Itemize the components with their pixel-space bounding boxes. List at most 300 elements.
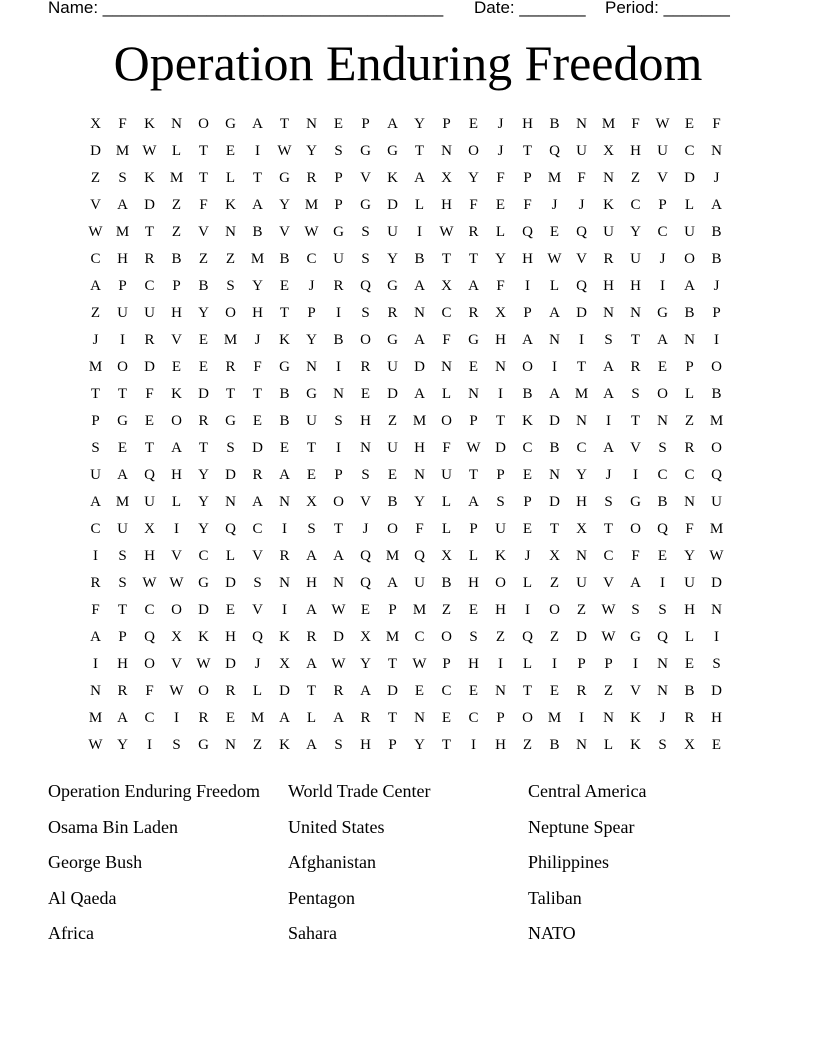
grid-letter[interactable]: E [468, 602, 479, 618]
grid-letter[interactable]: N [603, 170, 614, 186]
grid-letter[interactable]: Y [684, 548, 695, 564]
grid-letter[interactable]: X [90, 116, 101, 132]
grid-letter[interactable]: N [657, 656, 668, 672]
grid-letter[interactable]: G [630, 494, 641, 510]
grid-letter[interactable]: R [279, 548, 290, 564]
grid-letter[interactable]: T [144, 440, 155, 456]
grid-letter[interactable]: Y [360, 656, 371, 672]
grid-letter[interactable]: F [253, 359, 262, 375]
grid-letter[interactable]: W [709, 548, 724, 564]
grid-letter[interactable]: P [442, 656, 451, 672]
grid-letter[interactable]: R [360, 359, 371, 375]
grid-letter[interactable]: V [657, 170, 668, 186]
grid-letter[interactable]: O [387, 521, 398, 537]
grid-letter[interactable]: N [414, 467, 425, 483]
grid-letter[interactable]: T [522, 143, 533, 159]
grid-letter[interactable]: T [198, 143, 209, 159]
grid-letter[interactable]: A [279, 710, 290, 726]
grid-letter[interactable]: L [171, 143, 182, 159]
grid-letter[interactable]: K [279, 629, 290, 645]
grid-letter[interactable]: Q [576, 224, 587, 240]
grid-letter[interactable]: B [414, 251, 425, 267]
grid-letter[interactable]: U [117, 521, 128, 537]
grid-letter[interactable]: H [468, 656, 479, 672]
grid-letter[interactable]: B [333, 332, 344, 348]
grid-letter[interactable]: S [361, 305, 370, 321]
grid-letter[interactable]: P [307, 305, 316, 321]
grid-letter[interactable]: O [630, 521, 641, 537]
grid-letter[interactable]: F [469, 197, 478, 213]
grid-letter[interactable]: A [252, 116, 263, 132]
grid-letter[interactable]: Z [522, 737, 533, 753]
grid-letter[interactable]: H [117, 656, 128, 672]
grid-letter[interactable]: O [333, 494, 344, 510]
grid-letter[interactable]: E [495, 197, 506, 213]
grid-letter[interactable]: T [225, 386, 236, 402]
grid-letter[interactable]: S [334, 143, 343, 159]
grid-letter[interactable]: N [684, 332, 695, 348]
grid-letter[interactable]: J [659, 710, 666, 726]
grid-letter[interactable]: T [468, 251, 479, 267]
grid-letter[interactable]: B [279, 386, 290, 402]
grid-letter[interactable]: B [441, 575, 452, 591]
grid-letter[interactable]: E [225, 602, 236, 618]
grid-letter[interactable]: P [172, 278, 181, 294]
date-field[interactable]: Date: _______ [474, 0, 586, 17]
grid-letter[interactable]: H [630, 143, 641, 159]
grid-letter[interactable]: H [144, 548, 155, 564]
grid-letter[interactable]: I [633, 467, 638, 483]
grid-letter[interactable]: K [279, 737, 290, 753]
grid-letter[interactable]: W [169, 575, 184, 591]
grid-letter[interactable]: G [360, 197, 371, 213]
grid-letter[interactable]: Z [441, 602, 452, 618]
grid-letter[interactable]: G [360, 143, 371, 159]
grid-letter[interactable]: G [225, 413, 236, 429]
grid-letter[interactable]: T [279, 116, 290, 132]
grid-letter[interactable]: Z [252, 737, 263, 753]
grid-letter[interactable]: B [522, 386, 533, 402]
grid-letter[interactable]: P [334, 170, 343, 186]
grid-letter[interactable]: V [90, 197, 101, 213]
grid-letter[interactable]: X [441, 278, 452, 294]
grid-letter[interactable]: T [414, 143, 425, 159]
grid-letter[interactable]: N [279, 494, 290, 510]
grid-letter[interactable]: B [549, 116, 560, 132]
grid-letter[interactable]: T [387, 656, 398, 672]
grid-letter[interactable]: N [495, 359, 506, 375]
grid-letter[interactable]: M [250, 710, 265, 726]
grid-letter[interactable]: S [631, 386, 640, 402]
grid-letter[interactable]: F [631, 548, 640, 564]
grid-letter[interactable]: W [277, 143, 292, 159]
grid-letter[interactable]: U [657, 143, 668, 159]
grid-letter[interactable]: X [441, 170, 452, 186]
grid-letter[interactable]: M [547, 710, 562, 726]
grid-letter[interactable]: A [90, 278, 101, 294]
grid-letter[interactable]: T [441, 251, 452, 267]
grid-letter[interactable]: P [334, 197, 343, 213]
grid-letter[interactable]: K [603, 197, 614, 213]
grid-letter[interactable]: A [414, 278, 425, 294]
grid-letter[interactable]: K [171, 386, 182, 402]
grid-letter[interactable]: I [93, 548, 98, 564]
grid-letter[interactable]: H [684, 602, 695, 618]
grid-letter[interactable]: B [279, 413, 290, 429]
grid-letter[interactable]: U [603, 224, 614, 240]
grid-letter[interactable]: H [522, 116, 533, 132]
grid-letter[interactable]: S [334, 413, 343, 429]
grid-letter[interactable]: U [711, 494, 722, 510]
grid-letter[interactable]: Y [414, 116, 425, 132]
grid-letter[interactable]: A [603, 359, 614, 375]
grid-letter[interactable]: V [603, 575, 614, 591]
grid-letter[interactable]: V [252, 548, 263, 564]
grid-letter[interactable]: U [441, 467, 452, 483]
grid-letter[interactable]: N [306, 359, 317, 375]
grid-letter[interactable]: N [306, 116, 317, 132]
grid-letter[interactable]: C [468, 710, 479, 726]
grid-letter[interactable]: C [306, 251, 317, 267]
grid-letter[interactable]: P [388, 737, 397, 753]
grid-letter[interactable]: Z [90, 170, 101, 186]
grid-letter[interactable]: P [577, 656, 586, 672]
grid-letter[interactable]: U [333, 251, 344, 267]
grid-letter[interactable]: N [495, 683, 506, 699]
grid-letter[interactable]: H [414, 440, 425, 456]
grid-letter[interactable]: F [712, 116, 721, 132]
grid-letter[interactable]: D [225, 656, 236, 672]
grid-letter[interactable]: W [88, 224, 103, 240]
grid-letter[interactable]: E [711, 737, 722, 753]
grid-letter[interactable]: C [144, 602, 155, 618]
grid-letter[interactable]: A [306, 656, 317, 672]
grid-letter[interactable]: T [549, 521, 560, 537]
grid-letter[interactable]: N [657, 413, 668, 429]
grid-letter[interactable]: D [495, 440, 506, 456]
grid-letter[interactable]: I [714, 332, 719, 348]
grid-letter[interactable]: D [225, 467, 236, 483]
grid-letter[interactable]: M [709, 413, 724, 429]
grid-letter[interactable]: T [333, 521, 344, 537]
grid-letter[interactable]: P [361, 116, 370, 132]
grid-letter[interactable]: S [361, 467, 370, 483]
grid-letter[interactable]: L [522, 656, 533, 672]
grid-letter[interactable]: N [225, 737, 236, 753]
grid-letter[interactable]: N [279, 575, 290, 591]
grid-letter[interactable]: G [657, 305, 668, 321]
grid-letter[interactable]: D [225, 575, 236, 591]
grid-letter[interactable]: D [333, 629, 344, 645]
grid-letter[interactable]: S [604, 332, 613, 348]
grid-letter[interactable]: A [630, 575, 641, 591]
grid-letter[interactable]: H [252, 305, 263, 321]
grid-letter[interactable]: A [711, 197, 722, 213]
grid-letter[interactable]: J [254, 332, 261, 348]
grid-letter[interactable]: H [360, 413, 371, 429]
grid-letter[interactable]: L [252, 683, 263, 699]
grid-letter[interactable]: P [469, 521, 478, 537]
grid-letter[interactable]: O [468, 143, 479, 159]
grid-letter[interactable]: G [117, 413, 128, 429]
grid-letter[interactable]: N [225, 224, 236, 240]
grid-letter[interactable]: N [225, 494, 236, 510]
grid-letter[interactable]: Q [252, 629, 263, 645]
grid-letter[interactable]: S [118, 575, 127, 591]
grid-letter[interactable]: F [496, 278, 505, 294]
grid-letter[interactable]: I [633, 656, 638, 672]
grid-letter[interactable]: A [333, 548, 344, 564]
grid-letter[interactable]: A [360, 683, 371, 699]
grid-letter[interactable]: H [522, 251, 533, 267]
grid-letter[interactable]: M [115, 224, 130, 240]
grid-letter[interactable]: E [306, 467, 317, 483]
grid-letter[interactable]: M [547, 170, 562, 186]
grid-letter[interactable]: L [549, 278, 560, 294]
grid-letter[interactable]: H [576, 494, 587, 510]
grid-letter[interactable]: P [118, 629, 127, 645]
grid-letter[interactable]: A [684, 278, 695, 294]
grid-letter[interactable]: L [441, 386, 452, 402]
grid-letter[interactable]: L [171, 494, 182, 510]
grid-letter[interactable]: A [468, 494, 479, 510]
grid-letter[interactable]: V [630, 440, 641, 456]
grid-letter[interactable]: Z [630, 170, 641, 186]
grid-letter[interactable]: D [549, 494, 560, 510]
grid-letter[interactable]: X [576, 521, 587, 537]
grid-letter[interactable]: W [169, 683, 184, 699]
grid-letter[interactable]: K [630, 737, 641, 753]
grid-letter[interactable]: S [496, 494, 505, 510]
grid-letter[interactable]: F [118, 116, 127, 132]
grid-letter[interactable]: C [90, 521, 101, 537]
grid-letter[interactable]: M [574, 386, 589, 402]
grid-letter[interactable]: A [387, 116, 398, 132]
grid-letter[interactable]: J [713, 170, 720, 186]
grid-letter[interactable]: V [279, 224, 290, 240]
grid-letter[interactable]: C [522, 440, 533, 456]
grid-letter[interactable]: Q [657, 629, 668, 645]
grid-letter[interactable]: O [144, 656, 155, 672]
grid-letter[interactable]: F [145, 683, 154, 699]
grid-letter[interactable]: T [603, 521, 614, 537]
grid-letter[interactable]: R [333, 278, 344, 294]
grid-letter[interactable]: E [657, 548, 668, 564]
grid-letter[interactable]: E [522, 467, 533, 483]
grid-letter[interactable]: B [684, 305, 695, 321]
grid-letter[interactable]: L [225, 548, 236, 564]
grid-letter[interactable]: N [576, 116, 587, 132]
grid-letter[interactable]: W [412, 656, 427, 672]
period-field[interactable]: Period: _______ [605, 0, 730, 17]
grid-letter[interactable]: G [306, 386, 317, 402]
grid-letter[interactable]: J [92, 332, 99, 348]
grid-letter[interactable]: U [495, 521, 506, 537]
grid-letter[interactable]: U [414, 575, 425, 591]
grid-letter[interactable]: I [579, 710, 584, 726]
grid-letter[interactable]: S [361, 224, 370, 240]
grid-letter[interactable]: D [576, 629, 587, 645]
grid-letter[interactable]: W [88, 737, 103, 753]
grid-letter[interactable]: E [252, 413, 263, 429]
grid-letter[interactable]: V [171, 332, 182, 348]
grid-letter[interactable]: E [360, 602, 371, 618]
grid-letter[interactable]: S [172, 737, 181, 753]
grid-letter[interactable]: C [90, 251, 101, 267]
grid-letter[interactable]: C [684, 143, 695, 159]
grid-letter[interactable]: W [547, 251, 562, 267]
grid-letter[interactable]: V [360, 170, 371, 186]
grid-letter[interactable]: T [630, 332, 641, 348]
grid-letter[interactable]: G [333, 224, 344, 240]
grid-letter[interactable]: F [145, 386, 154, 402]
grid-letter[interactable]: L [414, 197, 425, 213]
grid-letter[interactable]: C [198, 548, 209, 564]
grid-letter[interactable]: X [495, 305, 506, 321]
grid-letter[interactable]: R [684, 440, 695, 456]
grid-letter[interactable]: E [549, 224, 560, 240]
grid-letter[interactable]: H [441, 197, 452, 213]
grid-letter[interactable]: A [387, 575, 398, 591]
grid-letter[interactable]: M [304, 197, 319, 213]
grid-letter[interactable]: N [333, 386, 344, 402]
grid-letter[interactable]: A [171, 440, 182, 456]
grid-letter[interactable]: N [468, 386, 479, 402]
grid-letter[interactable]: Q [576, 278, 587, 294]
grid-letter[interactable]: T [198, 440, 209, 456]
grid-letter[interactable]: D [198, 602, 209, 618]
grid-letter[interactable]: I [93, 656, 98, 672]
grid-letter[interactable]: U [117, 305, 128, 321]
grid-letter[interactable]: T [306, 683, 317, 699]
grid-letter[interactable]: N [711, 602, 722, 618]
grid-letter[interactable]: Q [522, 629, 533, 645]
grid-letter[interactable]: O [360, 332, 371, 348]
grid-letter[interactable]: U [144, 494, 155, 510]
grid-letter[interactable]: L [684, 386, 695, 402]
grid-letter[interactable]: J [713, 278, 720, 294]
grid-letter[interactable]: Q [414, 548, 425, 564]
grid-letter[interactable]: I [336, 440, 341, 456]
grid-letter[interactable]: T [468, 467, 479, 483]
grid-letter[interactable]: Q [144, 467, 155, 483]
grid-letter[interactable]: N [576, 548, 587, 564]
grid-letter[interactable]: B [198, 278, 209, 294]
grid-letter[interactable]: Y [576, 467, 587, 483]
grid-letter[interactable]: A [603, 386, 614, 402]
grid-letter[interactable]: P [496, 467, 505, 483]
grid-letter[interactable]: R [630, 359, 641, 375]
grid-letter[interactable]: A [522, 332, 533, 348]
grid-letter[interactable]: P [91, 413, 100, 429]
grid-letter[interactable]: J [308, 278, 315, 294]
grid-letter[interactable]: D [387, 197, 398, 213]
grid-letter[interactable]: M [412, 413, 427, 429]
grid-letter[interactable]: Z [576, 602, 587, 618]
grid-letter[interactable]: B [711, 386, 722, 402]
grid-letter[interactable]: Y [387, 251, 398, 267]
grid-letter[interactable]: H [603, 278, 614, 294]
grid-letter[interactable]: P [523, 170, 532, 186]
grid-letter[interactable]: N [630, 305, 641, 321]
grid-letter[interactable]: A [306, 737, 317, 753]
grid-letter[interactable]: H [117, 251, 128, 267]
grid-letter[interactable]: J [497, 116, 504, 132]
grid-letter[interactable]: Y [252, 278, 263, 294]
grid-letter[interactable]: B [711, 224, 722, 240]
grid-letter[interactable]: T [630, 413, 641, 429]
grid-letter[interactable]: S [658, 737, 667, 753]
grid-letter[interactable]: B [171, 251, 182, 267]
grid-letter[interactable]: J [497, 143, 504, 159]
grid-letter[interactable]: Y [198, 521, 209, 537]
grid-letter[interactable]: S [334, 737, 343, 753]
grid-letter[interactable]: Y [198, 467, 209, 483]
grid-letter[interactable]: W [331, 656, 346, 672]
name-field[interactable]: Name: ____________________________________ [48, 0, 444, 17]
grid-letter[interactable]: T [495, 413, 506, 429]
grid-letter[interactable]: Y [198, 305, 209, 321]
grid-letter[interactable]: G [198, 737, 209, 753]
grid-letter[interactable]: R [225, 683, 236, 699]
grid-letter[interactable]: V [171, 548, 182, 564]
grid-letter[interactable]: Z [387, 413, 398, 429]
grid-letter[interactable]: H [495, 332, 506, 348]
grid-letter[interactable]: D [684, 170, 695, 186]
grid-letter[interactable]: B [387, 494, 398, 510]
grid-letter[interactable]: E [333, 116, 344, 132]
grid-letter[interactable]: P [658, 197, 667, 213]
grid-letter[interactable]: O [171, 413, 182, 429]
grid-letter[interactable]: P [334, 467, 343, 483]
grid-letter[interactable]: T [252, 386, 263, 402]
grid-letter[interactable]: K [144, 116, 155, 132]
grid-letter[interactable]: A [306, 602, 317, 618]
grid-letter[interactable]: W [601, 629, 616, 645]
grid-letter[interactable]: S [307, 521, 316, 537]
grid-letter[interactable]: J [659, 251, 666, 267]
grid-letter[interactable]: H [630, 278, 641, 294]
grid-letter[interactable]: O [441, 413, 452, 429]
grid-letter[interactable]: E [441, 710, 452, 726]
grid-letter[interactable]: A [90, 629, 101, 645]
grid-letter[interactable]: N [360, 440, 371, 456]
grid-letter[interactable]: L [603, 737, 614, 753]
grid-letter[interactable]: N [603, 710, 614, 726]
grid-letter[interactable]: A [414, 332, 425, 348]
grid-letter[interactable]: S [658, 440, 667, 456]
grid-letter[interactable]: S [658, 602, 667, 618]
grid-letter[interactable]: G [387, 143, 398, 159]
grid-letter[interactable]: K [279, 332, 290, 348]
grid-letter[interactable]: I [255, 143, 260, 159]
grid-letter[interactable]: F [685, 521, 694, 537]
grid-letter[interactable]: E [522, 521, 533, 537]
grid-letter[interactable]: C [441, 305, 452, 321]
grid-letter[interactable]: A [117, 710, 128, 726]
grid-letter[interactable]: G [279, 170, 290, 186]
grid-letter[interactable]: P [523, 305, 532, 321]
grid-letter[interactable]: P [469, 413, 478, 429]
grid-letter[interactable]: Z [90, 305, 101, 321]
grid-letter[interactable]: T [306, 440, 317, 456]
grid-letter[interactable]: B [279, 251, 290, 267]
grid-letter[interactable]: O [198, 116, 209, 132]
grid-letter[interactable]: P [685, 359, 694, 375]
grid-letter[interactable]: H [711, 710, 722, 726]
grid-letter[interactable]: E [279, 440, 290, 456]
grid-letter[interactable]: Z [603, 683, 614, 699]
